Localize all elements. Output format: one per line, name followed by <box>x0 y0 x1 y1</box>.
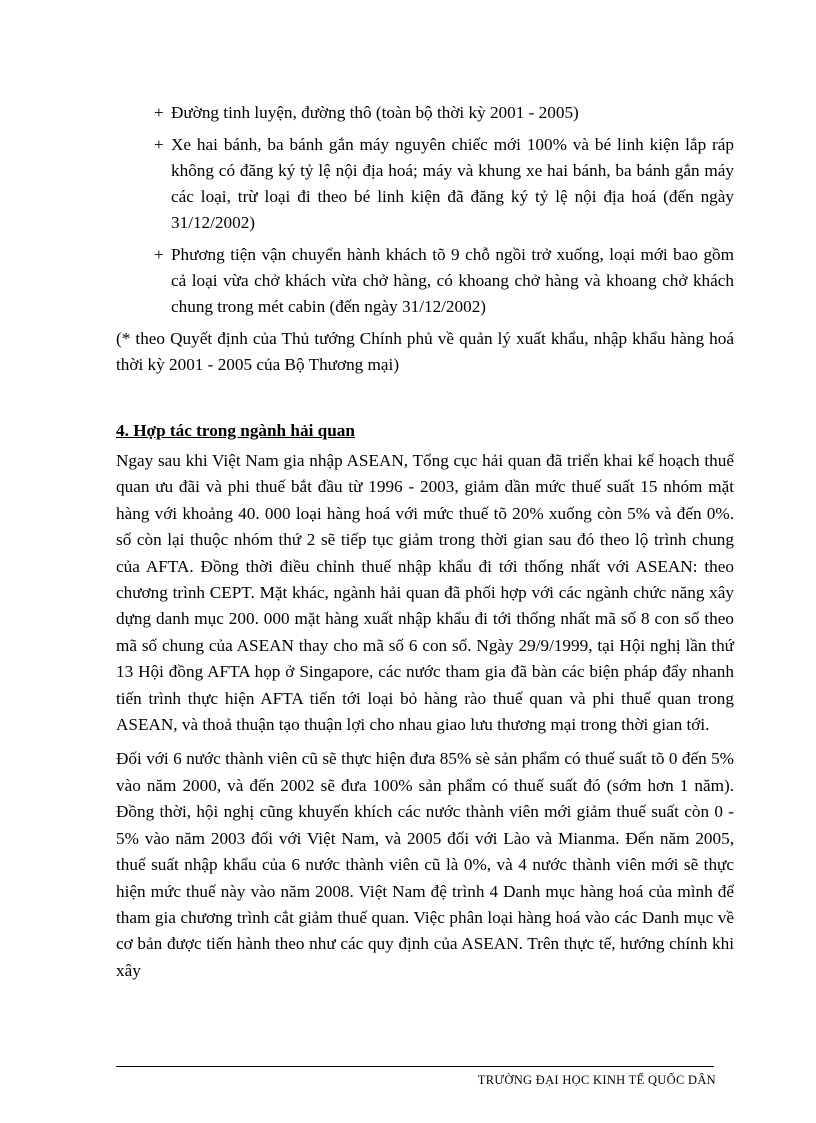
list-item <box>154 100 734 126</box>
footer-text: TRƯỜNG ĐẠI HỌC KINH TẾ QUỐC DÂN <box>477 1073 716 1087</box>
bullet-mark: + <box>154 135 164 154</box>
list-item-text: Phương tiện vận chuyển hành khách tõ 9 chỗ ngồi trở xuống, loại mới bao gồm cả loại vừa chở khách vừa chở hàng, có khoang chở hàng và khoang chở khách chung trong mét cabin (đến ngày 31/12/2002) <box>171 245 734 316</box>
list-item-text: Đường tinh luyện, đường thô (toàn bộ thời kỳ 2001 - 2005) <box>171 103 579 122</box>
bullet-mark: + <box>154 245 164 264</box>
paragraph: Ngay sau khi Việt Nam gia nhập ASEAN, Tổng cục hải quan đã triển khai kế hoạch thuế quan ưu đãi và phi thuế bắt đầu từ 1996 - 2003, giảm dần mức thuế suất 15 nhóm mặt hàng với khoảng 40. 000 loại hàng hoá với mức thuế tõ 20% xuống còn 5% và đến 0%. số còn lại thuộc nhóm thứ 2 sẽ tiếp tục giảm trong thời gian sau đó theo lộ trình chung của AFTA. Đồng thời điều chỉnh thuế nhập khẩu đi tới thống nhất với ASEAN: theo chương trình CEPT. Mặt khác, ngành hải quan đã phối hợp với các ngành chức năng xây dựng danh mục 200. 000 mặt hàng xuất nhập khẩu đi tới thống nhất mã số 8 con số theo mã số chung của ASEAN thay cho mã số 6 con số. Ngày 29/9/1999, tại Hội nghị lần thứ 13 Hội đồng AFTA họp ở Singapore, các nước tham gia đã bàn các biện pháp đẩy nhanh tiến trình thực hiện AFTA tiến tới loại bỏ hàng rào thuế quan và phi thuế quan trong ASEAN, và thoả thuận tạo thuận lợi cho nhau giao lưu thương mại trong thời gian tới. <box>116 451 734 735</box>
bullet-mark: + <box>154 103 164 122</box>
paragraph: Đối với 6 nước thành viên cũ sẽ thực hiện đưa 85% sè sản phẩm có thuế suất tõ 0 đến 5% vào năm 2000, và đến 2002 sẽ đưa 100% sản phẩm có thuế suất đó (sớm hơn 1 năm). Đồng thời, hội nghị cũng khuyến khích các nước thành viên mới giảm thuế suất còn 0 - 5% vào năm 2003 đối với Việt Nam, và 2005 đối với Lào và Mianma. Đến năm 2005, thuế suất nhập khẩu của 6 nước thành viên cũ là 0%, và 4 nước thành viên mới sẽ thực hiện mức thuế này vào năm 2008. Việt Nam đệ trình 4 Danh mục hàng hoá của mình để tham gia chương trình cắt giảm thuế quan. Việc phân loại hàng hoá vào các Danh mục về cơ bản được tiến hành theo như các quy định của ASEAN. Trên thực tế, hướng chính khi xây <box>116 749 734 980</box>
footer-divider <box>116 1066 714 1067</box>
source-note: (* theo Quyết định của Thủ tướng Chính phủ về quản lý xuất khẩu, nhập khẩu hàng hoá thời kỳ 2001 - 2005 của Bộ Thương mại) <box>116 329 734 374</box>
page-content <box>116 100 734 992</box>
list-item <box>154 132 734 236</box>
section-heading: 4. Hợp tác trong ngành hải quan <box>116 421 355 440</box>
list-item-text: Xe hai bánh, ba bánh gắn máy nguyên chiếc mới 100% và bé linh kiện lắp ráp không có đăng ký tỷ lệ nội địa hoá; máy và khung xe hai bánh, ba bánh gắn máy các loại, trừ loại đi theo bé linh kiện đã đăng ký tỷ lệ nội địa hoá (đến ngày 31/12/2002) <box>171 135 734 232</box>
list-item <box>154 242 734 320</box>
